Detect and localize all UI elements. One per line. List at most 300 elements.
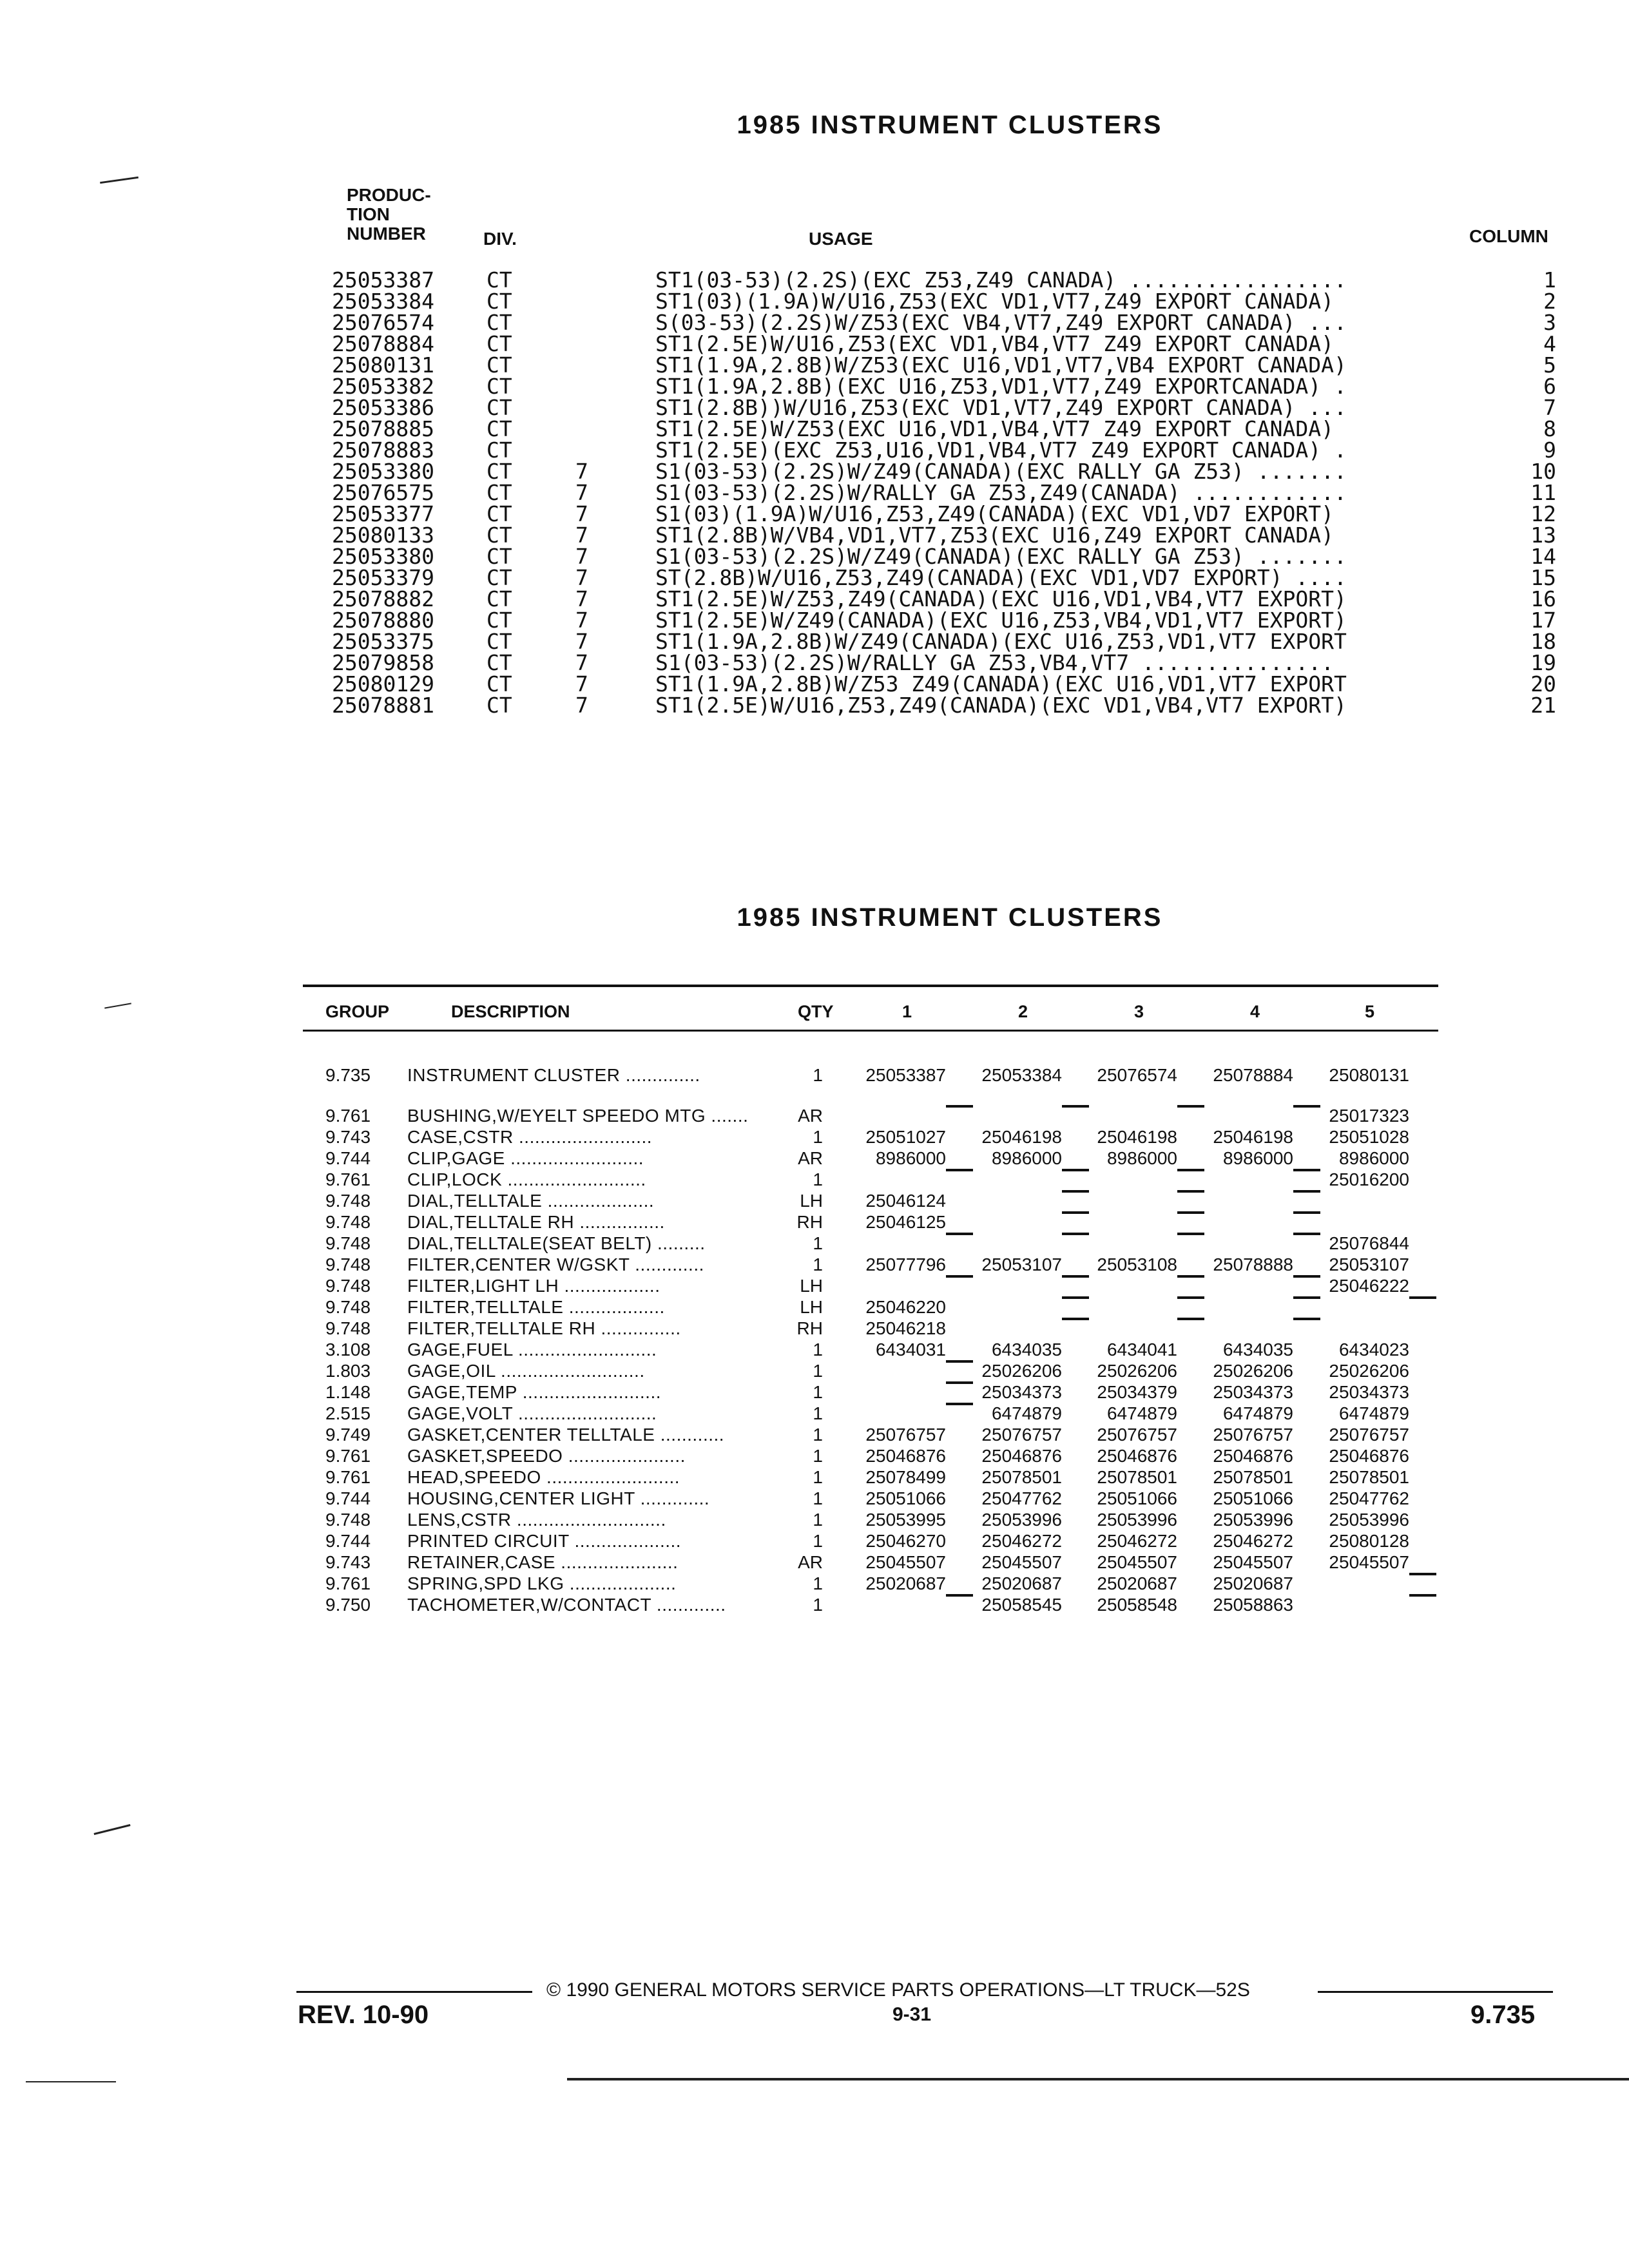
part-number-cell: 25076574 bbox=[1097, 1065, 1177, 1085]
division: CT bbox=[487, 523, 512, 548]
part-number-cell: 25046876 bbox=[865, 1446, 946, 1466]
production-number: 25053380 bbox=[332, 544, 434, 569]
part-number-cell: 25034373 bbox=[1213, 1382, 1293, 1402]
usage-text: ST1(03)(1.9A)W/U16,Z53(EXC VD1,VT7,Z49 EXPORT CANADA) bbox=[655, 291, 1334, 312]
copyright-notice: © 1990 GENERAL MOTORS SERVICE PARTS OPERATIONS—LT TRUCK—52S bbox=[546, 1979, 1250, 2001]
part-number-cell: 6434031 bbox=[875, 1340, 946, 1360]
usage-row bbox=[332, 312, 1556, 333]
dash-mark bbox=[946, 1233, 973, 1235]
part-number-cell: 25046125 bbox=[865, 1212, 946, 1232]
part-description: HOUSING,CENTER LIGHT ............. bbox=[407, 1488, 710, 1508]
column-number: 15 bbox=[1530, 565, 1556, 590]
part-number-cell: 25047762 bbox=[981, 1488, 1062, 1508]
part-qty: LH bbox=[800, 1276, 823, 1296]
production-number: 25080131 bbox=[332, 352, 434, 378]
usage-row bbox=[332, 673, 1556, 695]
dash-mark bbox=[1062, 1169, 1089, 1171]
footer-rule-left bbox=[296, 1991, 532, 1993]
dash-mark bbox=[946, 1105, 973, 1108]
column-header: COLUMN bbox=[1469, 226, 1548, 246]
part-qty: 1 bbox=[813, 1595, 823, 1615]
part-description: CLIP,GAGE ......................... bbox=[407, 1148, 644, 1168]
usage-text: S(03-53)(2.2S)W/Z53(EXC VB4,VT7,Z49 EXPORT CANADA) ... bbox=[655, 312, 1347, 333]
part-number-cell: 25045507 bbox=[1097, 1552, 1177, 1572]
part-number-cell: 25078501 bbox=[1329, 1467, 1409, 1487]
part-row bbox=[325, 1552, 1460, 1573]
part-description: GASKET,CENTER TELLTALE ............ bbox=[407, 1425, 725, 1445]
scan-edge-line bbox=[567, 2078, 1629, 2081]
usage-row bbox=[332, 503, 1556, 524]
part-number-cell: 6474879 bbox=[1338, 1403, 1409, 1423]
row-spacer bbox=[325, 1086, 1460, 1105]
part-qty: AR bbox=[798, 1106, 823, 1126]
part-number-cell: 8986000 bbox=[875, 1148, 946, 1168]
part-qty: 1 bbox=[813, 1382, 823, 1402]
dash-mark bbox=[1177, 1190, 1204, 1193]
part-qty: LH bbox=[800, 1191, 823, 1211]
part-description: RETAINER,CASE ...................... bbox=[407, 1552, 679, 1572]
table-top-rule bbox=[303, 985, 1438, 987]
part-qty: AR bbox=[798, 1148, 823, 1168]
part-row bbox=[325, 1509, 1460, 1530]
dash-mark bbox=[1062, 1296, 1089, 1299]
division: CT bbox=[487, 289, 512, 314]
usage-row bbox=[332, 631, 1556, 652]
column-number: 2 bbox=[1543, 289, 1556, 314]
page-ref: 7 bbox=[575, 501, 588, 526]
production-number: 25053377 bbox=[332, 501, 434, 526]
usage-row bbox=[332, 610, 1556, 631]
dash-mark bbox=[1177, 1211, 1204, 1214]
group-code: 9.744 bbox=[325, 1531, 371, 1551]
revision-label: REV. 10-90 bbox=[298, 2001, 429, 2029]
dash-mark bbox=[1177, 1296, 1204, 1299]
hole-punch-mark bbox=[100, 177, 139, 184]
dash-mark bbox=[946, 1169, 973, 1171]
group-code: 9.761 bbox=[325, 1573, 371, 1593]
usage-text: ST1(2.5E)W/U16,Z53(EXC VD1,VB4,VT7 Z49 EXPORT CANADA) bbox=[655, 333, 1334, 354]
part-number-cell: 25053387 bbox=[865, 1065, 946, 1085]
part-number-cell: 25051028 bbox=[1329, 1127, 1409, 1147]
column-number: 1 bbox=[1543, 267, 1556, 293]
group-code: 1.148 bbox=[325, 1382, 371, 1402]
dash-mark bbox=[1293, 1211, 1320, 1214]
usage-row bbox=[332, 652, 1556, 673]
section-number: 9.735 bbox=[1470, 2001, 1536, 2029]
usage-row bbox=[332, 291, 1556, 312]
production-number: 25053386 bbox=[332, 395, 434, 420]
page-ref: 7 bbox=[575, 650, 588, 675]
column-3-header: 3 bbox=[1134, 1002, 1144, 1021]
column-number: 6 bbox=[1543, 374, 1556, 399]
usage-text: ST1(2.8B))W/U16,Z53(EXC VD1,VT7,Z49 EXPORT CANADA) ... bbox=[655, 397, 1347, 418]
group-code: 9.744 bbox=[325, 1488, 371, 1508]
usage-row bbox=[332, 354, 1556, 376]
part-number-cell: 25046218 bbox=[865, 1318, 946, 1338]
part-number-cell: 25076757 bbox=[1329, 1425, 1409, 1445]
part-qty: 1 bbox=[813, 1254, 823, 1274]
part-number-cell: 25034379 bbox=[1097, 1382, 1177, 1402]
dash-mark bbox=[1293, 1190, 1320, 1193]
part-number-cell: 25051066 bbox=[1213, 1488, 1293, 1508]
column-number: 13 bbox=[1530, 523, 1556, 548]
production-number: 25078880 bbox=[332, 608, 434, 633]
part-qty: 1 bbox=[813, 1510, 823, 1530]
part-number-cell: 8986000 bbox=[1106, 1148, 1177, 1168]
usage-text: S1(03-53)(2.2S)W/RALLY GA Z53,VB4,VT7 ............... bbox=[655, 652, 1334, 673]
production-number: 25080129 bbox=[332, 671, 434, 697]
part-number-cell: 25020687 bbox=[1097, 1573, 1177, 1593]
part-description: CASE,CSTR ......................... bbox=[407, 1127, 653, 1147]
part-number-cell: 6434023 bbox=[1338, 1340, 1409, 1360]
column-number: 16 bbox=[1530, 586, 1556, 611]
part-description: GAGE,TEMP .......................... bbox=[407, 1382, 662, 1402]
division: CT bbox=[487, 374, 512, 399]
part-description: GAGE,VOLT .......................... bbox=[407, 1403, 657, 1423]
part-number-cell: 6474879 bbox=[1106, 1403, 1177, 1423]
part-number-cell: 25045507 bbox=[1213, 1552, 1293, 1572]
part-number-cell: 25046876 bbox=[1329, 1446, 1409, 1466]
production-number: 25053375 bbox=[332, 629, 434, 654]
part-number-cell: 25076757 bbox=[1097, 1425, 1177, 1445]
hole-punch-mark bbox=[93, 1824, 130, 1835]
part-number-cell: 25053996 bbox=[1097, 1510, 1177, 1530]
part-qty: 1 bbox=[813, 1127, 823, 1147]
usage-row bbox=[332, 461, 1556, 482]
column-number: 11 bbox=[1530, 480, 1556, 505]
part-description: PRINTED CIRCUIT .................... bbox=[407, 1531, 682, 1551]
part-number-cell: 25053996 bbox=[1213, 1510, 1293, 1530]
usage-text: ST1(1.9A,2.8B)W/Z49(CANADA)(EXC U16,Z53,VD1,VT7 EXPORT bbox=[655, 631, 1347, 652]
production-number: 25080133 bbox=[332, 523, 434, 548]
part-row bbox=[325, 1403, 1460, 1424]
column-number: 4 bbox=[1543, 331, 1556, 356]
part-number-cell: 25077796 bbox=[865, 1254, 946, 1274]
part-description: GAGE,FUEL .......................... bbox=[407, 1340, 657, 1360]
group-code: 9.748 bbox=[325, 1318, 371, 1338]
part-number-cell: 25046222 bbox=[1329, 1276, 1409, 1296]
division: CT bbox=[487, 586, 512, 611]
dash-mark bbox=[946, 1275, 973, 1278]
part-number-cell: 8986000 bbox=[1338, 1148, 1409, 1168]
part-number-cell: 25046876 bbox=[1213, 1446, 1293, 1466]
part-number-cell: 25045507 bbox=[981, 1552, 1062, 1572]
part-number-cell: 25026206 bbox=[981, 1361, 1062, 1381]
page-ref: 7 bbox=[575, 629, 588, 654]
division: CT bbox=[487, 650, 512, 675]
dash-mark bbox=[1409, 1296, 1436, 1299]
group-code: 9.748 bbox=[325, 1233, 371, 1253]
part-number-cell: 25053996 bbox=[1329, 1510, 1409, 1530]
part-description: FILTER,LIGHT LH .................. bbox=[407, 1276, 660, 1296]
division: CT bbox=[487, 310, 512, 335]
division: CT bbox=[487, 608, 512, 633]
usage-row bbox=[332, 482, 1556, 503]
part-number-cell: 25053107 bbox=[981, 1254, 1062, 1274]
group-code: 9.748 bbox=[325, 1510, 371, 1530]
column-2-header: 2 bbox=[1018, 1002, 1028, 1021]
division: CT bbox=[487, 331, 512, 356]
group-code: 9.744 bbox=[325, 1148, 371, 1168]
part-number-cell: 6434035 bbox=[1222, 1340, 1293, 1360]
part-number-cell: 25046272 bbox=[1213, 1531, 1293, 1551]
usage-text: ST1(2.5E)(EXC Z53,U16,VD1,VB4,VT7 Z49 EXPORT CANADA) . bbox=[655, 439, 1347, 461]
group-code: 3.108 bbox=[325, 1340, 371, 1360]
division: CT bbox=[487, 693, 512, 718]
part-number-cell: 25034373 bbox=[981, 1382, 1062, 1402]
group-code: 9.761 bbox=[325, 1446, 371, 1466]
part-number-cell: 25046124 bbox=[865, 1191, 946, 1211]
part-row bbox=[325, 1105, 1460, 1126]
production-number: 25053382 bbox=[332, 374, 434, 399]
dash-mark bbox=[1062, 1275, 1089, 1278]
part-number-cell: 25053108 bbox=[1097, 1254, 1177, 1274]
usage-row bbox=[332, 269, 1556, 291]
column-number: 5 bbox=[1543, 352, 1556, 378]
page-ref: 7 bbox=[575, 480, 588, 505]
part-number-cell: 25026206 bbox=[1097, 1361, 1177, 1381]
part-qty: 1 bbox=[813, 1425, 823, 1445]
usage-text: S1(03-53)(2.2S)W/RALLY GA Z53,Z49(CANADA) ............ bbox=[655, 482, 1347, 503]
production-number: 25079858 bbox=[332, 650, 434, 675]
part-row bbox=[325, 1339, 1460, 1360]
usage-text: ST1(2.5E)W/Z49(CANADA)(EXC U16,Z53,VB4,VD1,VT7 EXPORT) bbox=[655, 610, 1347, 631]
column-number: 8 bbox=[1543, 416, 1556, 441]
page-ref: 7 bbox=[575, 693, 588, 718]
part-qty: 1 bbox=[813, 1403, 823, 1423]
part-number-cell: 25078501 bbox=[1097, 1467, 1177, 1487]
dash-mark bbox=[1177, 1318, 1204, 1320]
cluster-usage-table bbox=[332, 269, 1556, 716]
production-number-header: PRODUC- TION NUMBER bbox=[347, 185, 431, 244]
column-number: 18 bbox=[1530, 629, 1556, 654]
part-number-cell: 6434041 bbox=[1106, 1340, 1177, 1360]
part-number-cell: 25078884 bbox=[1213, 1065, 1293, 1085]
part-qty: RH bbox=[796, 1318, 823, 1338]
dash-mark bbox=[1177, 1105, 1204, 1108]
column-number: 19 bbox=[1530, 650, 1556, 675]
part-number-cell: 25020687 bbox=[1213, 1573, 1293, 1593]
part-number-cell: 25045507 bbox=[865, 1552, 946, 1572]
division: CT bbox=[487, 352, 512, 378]
usage-row bbox=[332, 695, 1556, 716]
column-number: 12 bbox=[1530, 501, 1556, 526]
division: CT bbox=[487, 416, 512, 441]
page-ref: 7 bbox=[575, 586, 588, 611]
usage-row bbox=[332, 524, 1556, 546]
page-ref: 7 bbox=[575, 608, 588, 633]
part-qty: 1 bbox=[813, 1488, 823, 1508]
dash-mark bbox=[1409, 1573, 1436, 1575]
part-number-cell: 25020687 bbox=[981, 1573, 1062, 1593]
part-number-cell: 25080128 bbox=[1329, 1531, 1409, 1551]
part-row bbox=[325, 1190, 1460, 1211]
division: CT bbox=[487, 267, 512, 293]
dash-mark bbox=[1177, 1169, 1204, 1171]
division: CT bbox=[487, 544, 512, 569]
part-row bbox=[325, 1318, 1460, 1339]
production-number: 25076575 bbox=[332, 480, 434, 505]
part-number-cell: 25046876 bbox=[1097, 1446, 1177, 1466]
dash-mark bbox=[1062, 1318, 1089, 1320]
group-code: 1.803 bbox=[325, 1361, 371, 1381]
group-code: 9.749 bbox=[325, 1425, 371, 1445]
division: CT bbox=[487, 437, 512, 463]
division: CT bbox=[487, 459, 512, 484]
part-row bbox=[325, 1594, 1460, 1615]
part-number-cell: 8986000 bbox=[1222, 1148, 1293, 1168]
usage-row bbox=[332, 439, 1556, 461]
part-qty: 1 bbox=[813, 1340, 823, 1360]
part-description: INSTRUMENT CLUSTER .............. bbox=[407, 1065, 700, 1085]
usage-text: ST1(2.5E)W/U16,Z53,Z49(CANADA)(EXC VD1,VB4,VT7 EXPORT) bbox=[655, 695, 1347, 716]
part-description: FILTER,TELLTALE RH ............... bbox=[407, 1318, 681, 1338]
part-row bbox=[325, 1233, 1460, 1254]
usage-row bbox=[332, 333, 1556, 354]
page-ref: 7 bbox=[575, 671, 588, 697]
part-number-cell: 25053384 bbox=[981, 1065, 1062, 1085]
part-description: FILTER,TELLTALE .................. bbox=[407, 1297, 665, 1317]
column-5-header: 5 bbox=[1365, 1002, 1375, 1021]
usage-text: S1(03)(1.9A)W/U16,Z53,Z49(CANADA)(EXC VD1,VD7 EXPORT) bbox=[655, 503, 1334, 524]
part-number-cell: 25034373 bbox=[1329, 1382, 1409, 1402]
part-qty: AR bbox=[798, 1552, 823, 1572]
usage-row bbox=[332, 546, 1556, 567]
column-number: 3 bbox=[1543, 310, 1556, 335]
parts-table-title: 1985 INSTRUMENT CLUSTERS bbox=[737, 903, 1163, 932]
usage-row bbox=[332, 588, 1556, 610]
column-number: 10 bbox=[1530, 459, 1556, 484]
usage-text: ST1(2.5E)W/Z53(EXC U16,VD1,VB4,VT7 Z49 EXPORT CANADA) bbox=[655, 418, 1334, 439]
part-number-cell: 25046198 bbox=[1213, 1127, 1293, 1147]
part-number-cell: 25078501 bbox=[981, 1467, 1062, 1487]
dash-mark bbox=[1293, 1318, 1320, 1320]
part-number-cell: 25058863 bbox=[1213, 1595, 1293, 1615]
usage-row bbox=[332, 418, 1556, 439]
column-1-header: 1 bbox=[902, 1002, 912, 1021]
group-code: 2.515 bbox=[325, 1403, 371, 1423]
column-number: 20 bbox=[1530, 671, 1556, 697]
page-number: 9-31 bbox=[892, 2004, 932, 2025]
production-number: 25053384 bbox=[332, 289, 434, 314]
group-code: 9.748 bbox=[325, 1297, 371, 1317]
part-number-cell: 6474879 bbox=[991, 1403, 1062, 1423]
group-header: GROUP bbox=[325, 1002, 390, 1021]
part-row bbox=[325, 1126, 1460, 1148]
division: CT bbox=[487, 565, 512, 590]
group-code: 9.748 bbox=[325, 1212, 371, 1232]
group-code: 9.748 bbox=[325, 1254, 371, 1274]
production-number: 25053379 bbox=[332, 565, 434, 590]
part-row bbox=[325, 1169, 1460, 1190]
usage-text: S1(03-53)(2.2S)W/Z49(CANADA)(EXC RALLY GA Z53) ....... bbox=[655, 546, 1347, 567]
part-number-cell: 25046270 bbox=[865, 1531, 946, 1551]
part-number-cell: 25076757 bbox=[981, 1425, 1062, 1445]
dash-mark bbox=[1293, 1296, 1320, 1299]
division: CT bbox=[487, 501, 512, 526]
usage-text: ST1(2.5E)W/Z53,Z49(CANADA)(EXC U16,VD1,VB4,VT7 EXPORT) bbox=[655, 588, 1347, 610]
part-number-cell: 25046198 bbox=[1097, 1127, 1177, 1147]
part-number-cell: 25017323 bbox=[1329, 1106, 1409, 1126]
production-number: 25078882 bbox=[332, 586, 434, 611]
part-number-cell: 25053996 bbox=[981, 1510, 1062, 1530]
part-description: DIAL,TELLTALE RH ................ bbox=[407, 1212, 665, 1232]
part-number-cell: 6474879 bbox=[1222, 1403, 1293, 1423]
part-qty: 1 bbox=[813, 1573, 823, 1593]
dash-mark bbox=[1177, 1233, 1204, 1235]
part-description: FILTER,CENTER W/GSKT ............. bbox=[407, 1254, 704, 1274]
usage-text: ST1(1.9A,2.8B)W/Z53 Z49(CANADA)(EXC U16,VD1,VT7 EXPORT bbox=[655, 673, 1347, 695]
part-number-cell: 25076844 bbox=[1329, 1233, 1409, 1253]
part-qty: 1 bbox=[813, 1233, 823, 1253]
part-qty: 1 bbox=[813, 1446, 823, 1466]
part-description: SPRING,SPD LKG .................... bbox=[407, 1573, 677, 1593]
usage-header: USAGE bbox=[809, 229, 873, 249]
usage-text: ST1(1.9A,2.8B)(EXC U16,Z53,VD1,VT7,Z49 EXPORTCANADA) . bbox=[655, 376, 1347, 397]
group-code: 9.748 bbox=[325, 1276, 371, 1296]
part-number-cell: 25076757 bbox=[865, 1425, 946, 1445]
group-code: 9.743 bbox=[325, 1127, 371, 1147]
part-number-cell: 25051066 bbox=[1097, 1488, 1177, 1508]
footer-rule-right bbox=[1318, 1991, 1553, 1993]
description-header: DESCRIPTION bbox=[451, 1002, 570, 1021]
column-number: 14 bbox=[1530, 544, 1556, 569]
part-qty: RH bbox=[796, 1212, 823, 1232]
part-number-cell: 25026206 bbox=[1213, 1361, 1293, 1381]
div-header: DIV. bbox=[483, 229, 517, 249]
column-number: 17 bbox=[1530, 608, 1556, 633]
part-number-cell: 25051066 bbox=[865, 1488, 946, 1508]
production-number: 25053387 bbox=[332, 267, 434, 293]
usage-row bbox=[332, 376, 1556, 397]
part-row bbox=[325, 1064, 1460, 1086]
usage-text: ST1(03-53)(2.2S)(EXC Z53,Z49 CANADA) ................. bbox=[655, 269, 1347, 291]
part-row bbox=[325, 1148, 1460, 1169]
part-number-cell: 25046272 bbox=[981, 1531, 1062, 1551]
production-number: 25078883 bbox=[332, 437, 434, 463]
part-number-cell: 25047762 bbox=[1329, 1488, 1409, 1508]
part-number-cell: 6434035 bbox=[991, 1340, 1062, 1360]
part-row bbox=[325, 1424, 1460, 1445]
dash-mark bbox=[1062, 1190, 1089, 1193]
part-qty: 1 bbox=[813, 1065, 823, 1085]
division: CT bbox=[487, 395, 512, 420]
usage-row bbox=[332, 397, 1556, 418]
part-description: BUSHING,W/EYELT SPEEDO MTG ....... bbox=[407, 1106, 749, 1126]
group-code: 9.761 bbox=[325, 1106, 371, 1126]
part-number-cell: 25080131 bbox=[1329, 1065, 1409, 1085]
part-description: GASKET,SPEEDO ...................... bbox=[407, 1446, 686, 1466]
part-row bbox=[325, 1360, 1460, 1381]
group-code: 9.761 bbox=[325, 1467, 371, 1487]
part-number-cell: 25058548 bbox=[1097, 1595, 1177, 1615]
hole-punch-mark bbox=[104, 1003, 131, 1008]
production-number: 25053380 bbox=[332, 459, 434, 484]
part-row bbox=[325, 1530, 1460, 1552]
part-number-cell: 25078501 bbox=[1213, 1467, 1293, 1487]
dash-mark bbox=[1177, 1275, 1204, 1278]
table-header-rule bbox=[303, 1030, 1438, 1032]
part-description: DIAL,TELLTALE .................... bbox=[407, 1191, 655, 1211]
part-qty: LH bbox=[800, 1297, 823, 1317]
group-code: 9.761 bbox=[325, 1169, 371, 1189]
part-number-cell: 25078888 bbox=[1213, 1254, 1293, 1274]
page-ref: 7 bbox=[575, 459, 588, 484]
part-row bbox=[325, 1445, 1460, 1466]
part-qty: 1 bbox=[813, 1361, 823, 1381]
production-number: 25076574 bbox=[332, 310, 434, 335]
part-number-cell: 25020687 bbox=[865, 1573, 946, 1593]
